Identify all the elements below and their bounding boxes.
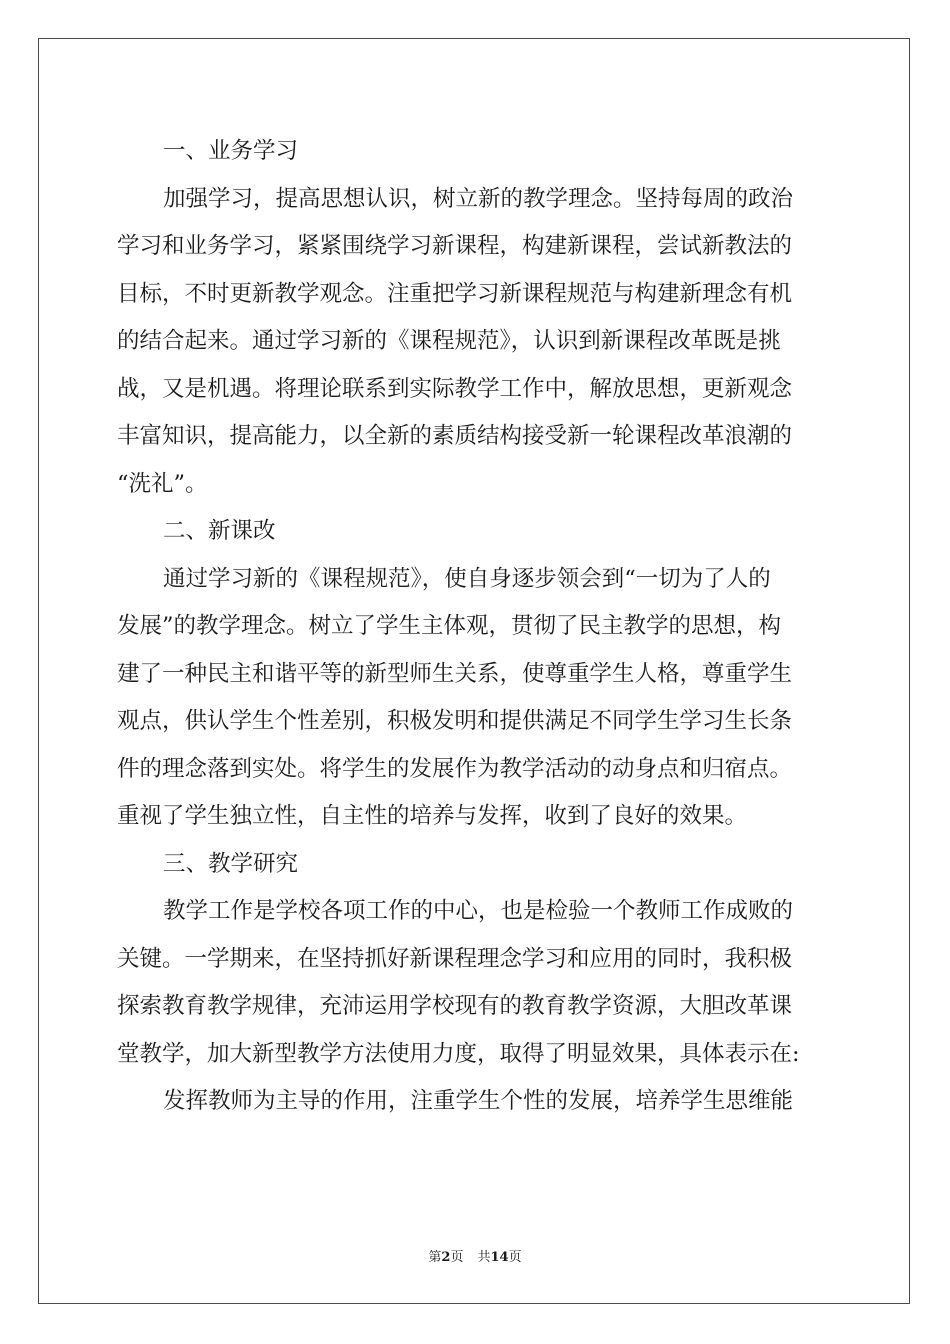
heading-new-curriculum: 二、新课改	[163, 518, 276, 544]
paragraph-line: 丰富知识，提高能力，以全新的素质结构接受新一轮课程改革浪潮的	[117, 423, 793, 449]
paragraph-line: “洗礼”。	[117, 470, 208, 497]
paragraph-line: 教学工作是学校各项工作的中心，也是检验一个教师工作成败的	[163, 898, 794, 924]
paragraph-line: 加强学习，提高思想认识，树立新的教学理念。坚持每周的政治	[163, 185, 794, 212]
footer-prefix: 第	[428, 1250, 442, 1265]
paragraph-line: 的结合起来。通过学习新的《课程规范》，认识到新课程改革既是挑	[117, 328, 781, 354]
paragraph-line: 堂教学，加大新型教学方法使用力度，取得了明显效果，具体表示在:	[117, 1040, 800, 1067]
paragraph-line: 发挥教师为主导的作用，注重学生个性的发展，培养学生思维能	[163, 1088, 794, 1114]
paragraph-line: 通过学习新的《课程规范》，使自身逐步领会到“一切为了人的	[163, 565, 771, 592]
footer-total-prefix: 共	[477, 1250, 491, 1265]
footer-total-pages: 14	[490, 1250, 509, 1265]
footer-page-number: 2	[441, 1250, 451, 1265]
paragraph-line: 学习和业务学习，紧紧围绕学习新课程，构建新课程，尝试新教法的	[117, 233, 793, 259]
document-body	[117, 128, 835, 1126]
paragraph-line: 件的理念落到实处。将学生的发展作为教学活动的动身点和归宿点。	[117, 755, 793, 782]
paragraph-line: 目标，不时更新教学观念。注重把学习新课程规范与构建新理念有机	[117, 280, 793, 307]
paragraph-line: 关键。一学期来，在坚持抓好新课程理念学习和应用的同时，我积极	[117, 945, 793, 972]
paragraph-line: 探索教育教学规律，充沛运用学校现有的教育教学资源，大胆改革课	[117, 993, 793, 1019]
paragraph-line: 发展”的教学理念。树立了学生主体观，贯彻了民主教学的思想，构	[117, 613, 782, 639]
paragraph-line: 战，又是机遇。将理论联系到实际教学工作中，解放思想，更新观念	[117, 375, 793, 402]
paragraph-line: 建了一种民主和谐平等的新型师生关系，使尊重学生人格，尊重学生	[117, 660, 793, 687]
footer-page-suffix: 页	[450, 1250, 464, 1265]
heading-business-study: 一、业务学习	[163, 138, 299, 164]
footer-total-suffix: 页	[508, 1250, 522, 1265]
heading-teaching-research: 三、教学研究	[163, 850, 299, 877]
paragraph-line: 观点，供认学生个性差别，积极发明和提供满足不同学生学习生长条	[117, 708, 793, 734]
paragraph-line: 重视了学生独立性，自主性的培养与发挥，收到了良好的效果。	[117, 803, 748, 829]
page-footer	[0, 1246, 950, 1265]
